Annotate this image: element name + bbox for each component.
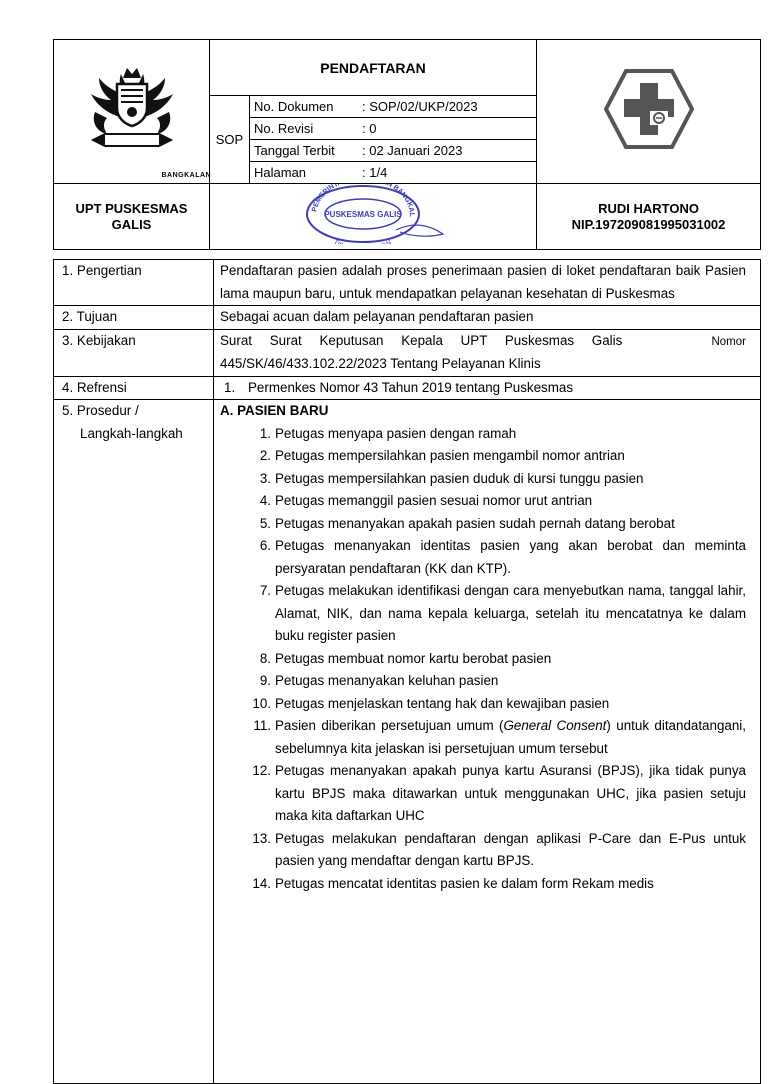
row-pengertian [54,260,761,306]
stamp-center-text: PUSKESMAS GALIS [324,210,402,219]
text-pengertian: Pendaftaran pasien adalah proses penerimaan pasien di loket pendaftaran baik Pasien lama maupun baru, untuk mendapatkan pelayanan kesehatan di Puskesmas [214,260,761,306]
label-prosedur-line2: Langkah-langkah [80,425,183,441]
row-tujuan [54,306,761,330]
field-value-tanggal: : 02 Januari 2023 [362,143,463,158]
list-item [220,445,746,468]
step-text: Petugas menanyakan apakah pasien sudah pernah datang berobat [275,515,675,531]
field-row-dokumen [250,96,537,118]
row-prosedur [54,400,761,1084]
list-item [220,513,746,536]
step-text: Petugas menanyakan apakah punya kartu Asuransi (BPJS), jika tidak punya kartu BPJS maka ditawarkan untuk menggunakan UHC, jika pasien setuju maka kita daftarkan UHC [275,763,746,823]
sop-content-table [53,259,761,1084]
list-item [220,580,746,648]
signer-name: RUDI HARTONO [598,200,699,216]
step-text-part: ) untuk ditandatangani, sebelumnya kita jelaskan isi persetujuan umum tersebut [275,718,746,756]
step-number: 13. [252,830,271,846]
label-refrensi: 4. Refrensi [54,376,214,400]
step-number: 10. [252,695,271,711]
organization-name [54,184,210,250]
row-kebijakan [54,329,761,376]
step-text-part: Pasien diberikan persetujuan umum ( [275,718,504,733]
label-pengertian: 1. Pengertian [54,260,214,306]
label-tujuan: 2. Tujuan [54,306,214,330]
step-number: 2. [259,448,271,463]
step-text: Petugas mempersilahkan pasien mengambil nomor antrian [275,448,625,463]
official-stamp-icon [278,184,468,244]
stamp-ring-text: PEMERINT N BANGKAL [311,184,416,218]
step-text: Petugas menjelaskan tentang hak dan kewajiban pasien [275,695,610,711]
label-prosedur [54,400,214,1084]
text-kebijakan [214,329,761,376]
sop-label: SOP [210,96,250,184]
step-text: Petugas menanyakan identitas pasien yang akan berobat dan meminta persyaratan pendaftaran (KK dan KTP). [275,538,746,576]
field-value-revisi: : 0 [362,121,377,136]
step-number: 12. [252,763,271,778]
document-title: PENDAFTARAN [210,40,537,96]
field-row-revisi [250,118,537,140]
field-label-tanggal: Tanggal Terbit [254,143,335,158]
field-row-halaman [250,162,537,184]
step-number: 5. [259,515,271,531]
step-text: Petugas membuat nomor kartu berobat pasien [275,650,552,666]
step-number: 11. [253,718,271,733]
step-text: Petugas melakukan identifikasi dengan cara menyebutkan nama, tanggal lahir, Alamat, NIK, dan nama kepala keluarga, setelah itu mencatatnya ke dalam buku register pasien [275,583,746,643]
organization-line-2: GALIS [111,216,152,232]
procedure-steps [220,423,746,896]
subheading-pasien-baru: A. PASIEN BARU [220,403,329,418]
row-refrensi [54,376,761,400]
bangkalan-regency-logo-icon [77,60,187,158]
list-item [220,423,746,446]
step-text: Petugas menyapa pasien dengan ramah [275,425,517,441]
signer-block [537,184,761,250]
step-number: 3. [259,470,271,486]
field-value-dokumen: : SOP/02/UKP/2023 [362,99,478,114]
list-item [220,490,746,513]
text-tujuan: Sebagai acuan dalam pelayanan pendaftaran pasien [214,306,761,330]
step-text [275,715,746,760]
step-text-italic: General Consent [503,718,607,733]
step-number: 8. [259,650,271,666]
puskesmas-logo-icon [604,69,694,149]
label-prosedur-line1: 5. Prosedur / [62,403,139,418]
field-value-halaman: : 1/4 [362,165,388,180]
list-item [220,873,746,896]
step-number: 9. [259,673,271,688]
kebijakan-part2: 445/SK/46/433.102.22/2023 Tentang Pelayanan Klinis [220,356,541,371]
list-item [220,760,746,828]
kebijakan-part1: Surat Surat Keputusan Kepala UPT Puskesmas Galis [220,332,623,348]
list-item [220,648,746,671]
signer-nip: NIP.197209081995031002 [571,216,726,232]
list-item [220,693,746,716]
step-number: 4. [259,493,271,508]
field-row-tanggal [250,140,537,162]
left-logo-cell [54,40,210,184]
label-kebijakan: 3. Kebijakan [54,329,214,376]
step-text: Petugas mempersilahkan pasien duduk di kursi tunggu pasien [275,470,644,486]
logo-ribbon-text: BANGKALAN [161,171,212,179]
field-label-dokumen: No. Dokumen [254,99,334,114]
text-refrensi [214,376,761,400]
stamp-cell [210,184,537,250]
step-text: Petugas memanggil pasien sesuai nomor urut antrian [275,493,593,508]
list-item [220,468,746,491]
list-item [220,715,746,760]
step-text: Petugas melakukan pendaftaran dengan aplikasi P-Care dan E-Pus untuk pasien yang mendaftar dengan kartu BPJS. [275,830,746,868]
header-table [53,39,761,250]
right-logo-cell [537,40,761,184]
field-label-halaman: Halaman [254,165,307,180]
organization-line-1: UPT PUSKESMAS [75,200,188,216]
step-text: Petugas menanyakan keluhan pasien [275,673,499,688]
list-item [220,670,746,693]
refrensi-item-text: Permenkes Nomor 43 Tahun 2019 tentang Puskesmas [248,379,574,395]
text-prosedur [214,400,761,1084]
step-number: 1. [259,425,271,441]
kebijakan-nomor: Nomor [711,335,746,348]
step-text: Petugas mencatat identitas pasien ke dalam form Rekam medis [275,875,654,891]
step-number: 6. [259,538,271,553]
list-item [220,828,746,873]
refrensi-item-number: 1. [224,379,236,395]
stamp-bottom-text: D N [333,239,393,244]
step-number: 7. [259,583,271,598]
step-number: 14. [252,875,271,891]
list-item [220,535,746,580]
field-label-revisi: No. Revisi [254,121,314,136]
